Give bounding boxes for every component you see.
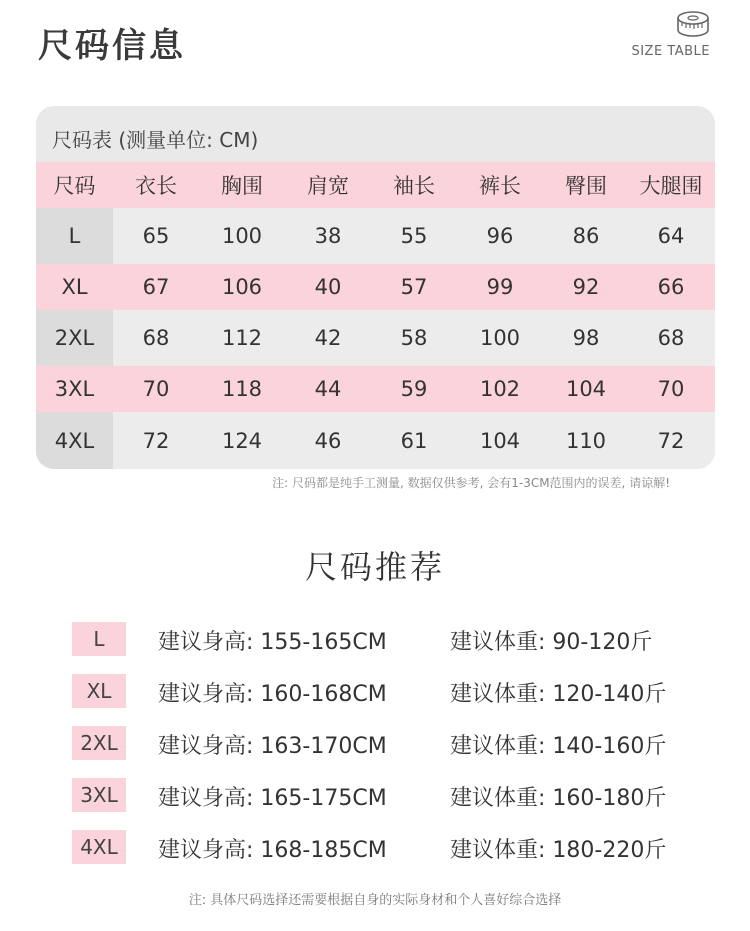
table-cell: 96 — [486, 224, 514, 248]
table-row — [36, 208, 715, 264]
table-cell: 42 — [314, 326, 342, 350]
table-cell: 40 — [314, 275, 342, 299]
recommend-row — [0, 622, 750, 658]
table-caption: 尺码表 (测量单位: CM) — [52, 128, 259, 152]
table-cell: 61 — [400, 428, 428, 453]
table-cell: 67 — [142, 275, 170, 299]
header-cell: 胸围 — [221, 174, 263, 198]
header-cell: 衣长 — [135, 174, 177, 198]
header-cell: 裤长 — [479, 174, 521, 198]
table-row — [36, 264, 715, 310]
header-cell: 肩宽 — [307, 174, 349, 198]
table-cell: 58 — [400, 326, 428, 350]
recommended-weight: 建议体重: 90-120斤 — [450, 630, 653, 655]
size-badge: L — [72, 622, 126, 656]
table-cell: 46 — [314, 428, 342, 453]
header-cell: 臀围 — [565, 174, 607, 198]
recommend-row — [0, 726, 750, 762]
size-cell: 3XL — [54, 377, 95, 401]
table-cell: 65 — [142, 224, 170, 248]
table-cell: 68 — [657, 326, 685, 350]
table-cell: 99 — [486, 275, 514, 299]
table-cell: 124 — [221, 428, 263, 453]
table-cell: 102 — [479, 377, 521, 401]
table-cell: 64 — [657, 224, 685, 248]
table-cell: 72 — [657, 428, 685, 453]
table-row — [36, 310, 715, 366]
recommend-row — [0, 674, 750, 710]
size-badge: XL — [72, 674, 126, 708]
table-cell: 55 — [400, 224, 428, 248]
recommend-row — [0, 830, 750, 866]
size-table-label: SIZE TABLE — [631, 44, 710, 59]
size-badge: 4XL — [72, 830, 126, 864]
table-cell: 57 — [400, 275, 428, 299]
recommend-title: 尺码推荐 — [304, 548, 445, 586]
size-cell: L — [36, 208, 113, 264]
size-cell: 4XL — [36, 412, 113, 469]
measurement-note: 注: 尺码都是纯手工测量, 数据仅供参考, 会有1-3CM范围内的误差, 请谅解! — [272, 476, 670, 490]
recommended-weight: 建议体重: 120-140斤 — [450, 682, 667, 707]
header-cell: 尺码 — [53, 174, 96, 198]
table-row — [36, 412, 715, 469]
header-cell: 大腿围 — [639, 174, 703, 198]
table-cell: 86 — [572, 224, 600, 248]
table-cell: 110 — [565, 428, 607, 453]
page-title: 尺码信息 — [38, 26, 186, 66]
table-cell: 92 — [572, 275, 600, 299]
table-cell: 72 — [142, 428, 170, 453]
table-row — [36, 366, 715, 412]
table-cell: 70 — [142, 377, 170, 401]
recommended-weight: 建议体重: 140-160斤 — [450, 734, 667, 759]
size-table — [36, 106, 715, 469]
size-badge: 3XL — [72, 778, 126, 812]
table-cell: 112 — [221, 326, 263, 350]
table-cell: 98 — [572, 326, 600, 350]
table-header-row — [36, 162, 715, 208]
recommended-height: 建议身高: 155-165CM — [158, 630, 387, 655]
recommended-height: 建议身高: 163-170CM — [158, 734, 387, 759]
tape-measure-icon — [676, 8, 710, 42]
size-cell: XL — [61, 275, 88, 299]
recommended-weight: 建议体重: 160-180斤 — [450, 786, 667, 811]
table-cell: 106 — [221, 275, 263, 299]
table-cell: 70 — [657, 377, 685, 401]
table-cell: 59 — [400, 377, 428, 401]
table-cell: 38 — [314, 224, 342, 248]
recommend-row — [0, 778, 750, 814]
table-cell: 66 — [657, 275, 685, 299]
table-cell: 68 — [142, 326, 170, 350]
header-cell: 袖长 — [393, 174, 435, 198]
recommended-height: 建议身高: 160-168CM — [158, 682, 387, 707]
table-cell: 100 — [221, 224, 263, 248]
table-cell: 44 — [314, 377, 342, 401]
table-cell: 100 — [479, 326, 521, 350]
table-cell: 104 — [479, 428, 521, 453]
recommended-weight: 建议体重: 180-220斤 — [450, 838, 667, 863]
recommend-note: 注: 具体尺码选择还需要根据自身的实际身材和个人喜好综合选择 — [188, 893, 562, 908]
recommended-height: 建议身高: 165-175CM — [158, 786, 387, 811]
table-cell: 104 — [565, 377, 607, 401]
size-cell: 2XL — [36, 310, 113, 366]
table-cell: 118 — [221, 377, 263, 401]
size-badge: 2XL — [72, 726, 126, 760]
recommended-height: 建议身高: 168-185CM — [158, 838, 387, 863]
